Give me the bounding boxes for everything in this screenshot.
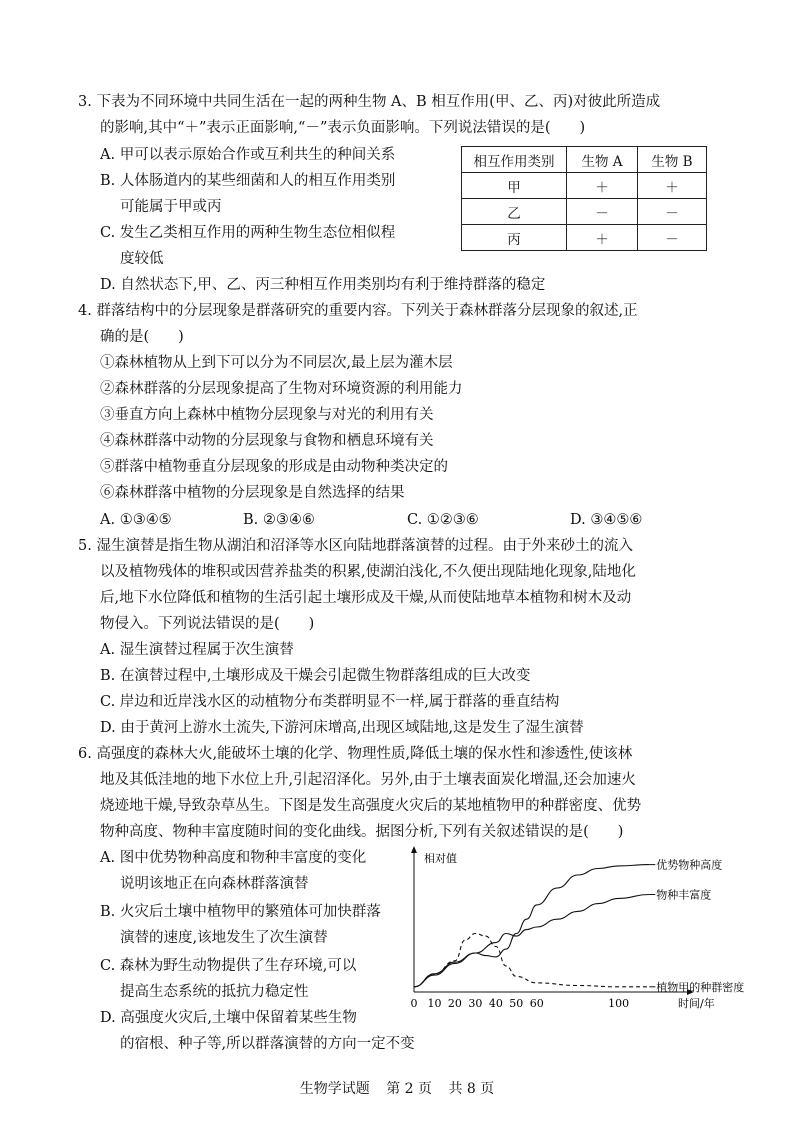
q3-option-a: A. 甲可以表示原始合作或互利共生的种间关系 (100, 147, 396, 163)
table-row (462, 173, 707, 199)
table-cell: － (638, 199, 707, 225)
x-tick-label: 20 (447, 997, 462, 1010)
footer-page: 第 2 页 (386, 1081, 432, 1097)
q6-option-b-cont: 演替的速度,该地发生了次生演替 (120, 930, 328, 946)
q4-stem-line-1: 4. 群落结构中的分层现象是群落研究的重要内容。下列关于森林群落分层现象的叙述,正 (78, 303, 638, 319)
x-tick-label: 0 (410, 997, 418, 1010)
table-cell: 丙 (462, 225, 567, 251)
footer-total: 共 8 页 (448, 1081, 495, 1097)
q5-option-b: B. 在演替过程中,土壤形成及干燥会引起微生物群落组成的巨大改变 (100, 668, 531, 684)
chart-series (414, 865, 655, 987)
q5-option-d: D. 由于黄河上游水土流失,下游河床增高,出现区域陆地,这是发生了湿生演替 (100, 720, 584, 736)
table-cell: － (638, 225, 707, 251)
series-label-2: 物种丰富度 (656, 888, 712, 902)
table-cell: － (567, 199, 638, 225)
q4-choice-b: B. ②③④⑥ (243, 512, 315, 528)
q3-option-c: C. 发生乙类相互作用的两种生物生态位相似程 (100, 225, 396, 241)
q4-choice-d: D. ③④⑤⑥ (570, 512, 643, 528)
q4-statement-2: ②森林群落的分层现象提高了生物对环境资源的利用能力 (100, 381, 463, 397)
table-header-cell: 生物 B (638, 147, 707, 173)
q6-option-c: C. 森林为野生动物提供了生存环境,可以 (100, 958, 357, 974)
y-axis-arrow (411, 846, 417, 853)
q5-option-a: A. 湿生演替过程属于次生演替 (100, 642, 294, 658)
x-tick-label: 30 (468, 997, 483, 1010)
y-axis-label: 相对值 (424, 852, 457, 865)
q5-stem-line-1: 5. 湿生演替是指生物从湖泊和沼泽等水区向陆地群落演替的过程。由于外来砂土的流入 (78, 538, 633, 554)
table-row (462, 225, 707, 251)
q6-option-d-cont: 的宿根、种子等,所以群落演替的方向一定不变 (120, 1036, 415, 1052)
q6-stem-line-2: 地及其低洼地的地下水位上升,引起沼泽化。另外,由于土壤表面炭化增温,还会加速火 (100, 772, 636, 788)
q5-stem-line-4: 物侵入。下列说法错误的是( ) (100, 616, 315, 632)
x-tick-label: 10 (427, 997, 442, 1010)
q6-option-a-cont: 说明该地正在向森林群落演替 (120, 876, 309, 892)
table-cell: 乙 (462, 199, 567, 225)
q4-choice-c: C. ①②③⑥ (407, 512, 479, 528)
q6-stem-line-3: 烧迹地干燥,导致杂草丛生。下图是发生高强度火灾后的某地植物甲的种群密度、优势 (100, 798, 642, 814)
q6-stem-line-1: 6. 高强度的森林大火,能破坏土壤的化学、物理性质,降低土壤的保水性和渗透性,使该林 (78, 746, 633, 762)
q4-stem-line-2: 确的是( ) (100, 329, 184, 345)
q6-stem-line-4: 物种高度、物种丰富度随时间的变化曲线。据图分析,下列有关叙述错误的是( ) (100, 824, 624, 840)
series-line-3 (414, 934, 649, 987)
series-line-1 (414, 865, 649, 987)
succession-chart (400, 842, 745, 1020)
table-row (462, 199, 707, 225)
table-cell: ＋ (638, 173, 707, 199)
x-tick-label: 40 (488, 997, 503, 1010)
series-label-1: 优势物种高度 (656, 858, 723, 872)
x-tick-label: 60 (529, 997, 544, 1010)
q6-option-a: A. 图中优势物种高度和物种丰富度的变化 (100, 850, 367, 866)
q3-stem-line-1: 3. 下表为不同环境中共同生活在一起的两种生物 A、B 相互作用(甲、乙、丙)对彼此所造成 (78, 94, 661, 110)
table-cell: ＋ (567, 173, 638, 199)
q4-choice-a: A. ①③④⑤ (100, 512, 172, 528)
footer-subject: 生物学试题 (299, 1081, 370, 1097)
q4-statement-1: ①森林植物从上到下可以分为不同层次,最上层为灌木层 (100, 355, 453, 371)
q3-stem-line-2: 的影响,其中“＋”表示正面影响,“－”表示负面影响。下列说法错误的是( ) (100, 120, 586, 136)
series-label-3: 植物甲的种群密度 (656, 980, 745, 994)
q5-stem-line-3: 后,地下水位降低和植物的生活引起土壤形成及干燥,从而使陆地草本植物和树木及动 (100, 590, 632, 606)
table-header-row (462, 147, 707, 173)
q3-option-b-cont: 可能属于甲或丙 (120, 199, 222, 215)
x-tick-label: 50 (509, 997, 524, 1010)
table-cell: ＋ (567, 225, 638, 251)
q5-option-c: C. 岸边和近岸浅水区的动植物分布类群明显不一样,属于群落的垂直结构 (100, 694, 560, 710)
page-footer (0, 1078, 794, 1098)
x-tick-label: 100 (608, 997, 630, 1010)
q4-statement-6: ⑥森林群落中植物的分层现象是自然选择的结果 (100, 485, 405, 501)
q6-option-c-cont: 提高生态系统的抵抗力稳定性 (120, 984, 309, 1000)
series-line-2 (414, 895, 649, 987)
q6-option-d: D. 高强度火灾后,土壤中保留着某些生物 (100, 1010, 357, 1026)
interaction-table (461, 146, 707, 251)
table-header-cell: 相互作用类别 (462, 147, 567, 173)
q4-statement-3: ③垂直方向上森林中植物分层现象与对光的利用有关 (100, 407, 434, 423)
q5-stem-line-2: 以及植物残体的堆积或因营养盐类的积累,使湖泊浅化,不久便出现陆地化现象,陆地化 (100, 564, 636, 580)
table-header-cell: 生物 A (567, 147, 638, 173)
q6-option-b: B. 火灾后土壤中植物甲的繁殖体可加快群落 (100, 904, 381, 920)
q4-statement-5: ⑤群落中植物垂直分层现象的形成是由动物种类决定的 (100, 459, 448, 475)
q4-statement-4: ④森林群落中动物的分层现象与食物和栖息环境有关 (100, 433, 434, 449)
table-cell: 甲 (462, 173, 567, 199)
q3-option-c-cont: 度较低 (120, 251, 164, 267)
q3-option-b: B. 人体肠道内的某些细菌和人的相互作用类别 (100, 173, 396, 189)
q3-option-d: D. 自然状态下,甲、乙、丙三种相互作用类别均有利于维持群落的稳定 (100, 277, 546, 293)
x-axis-label: 时间/年 (678, 997, 715, 1010)
